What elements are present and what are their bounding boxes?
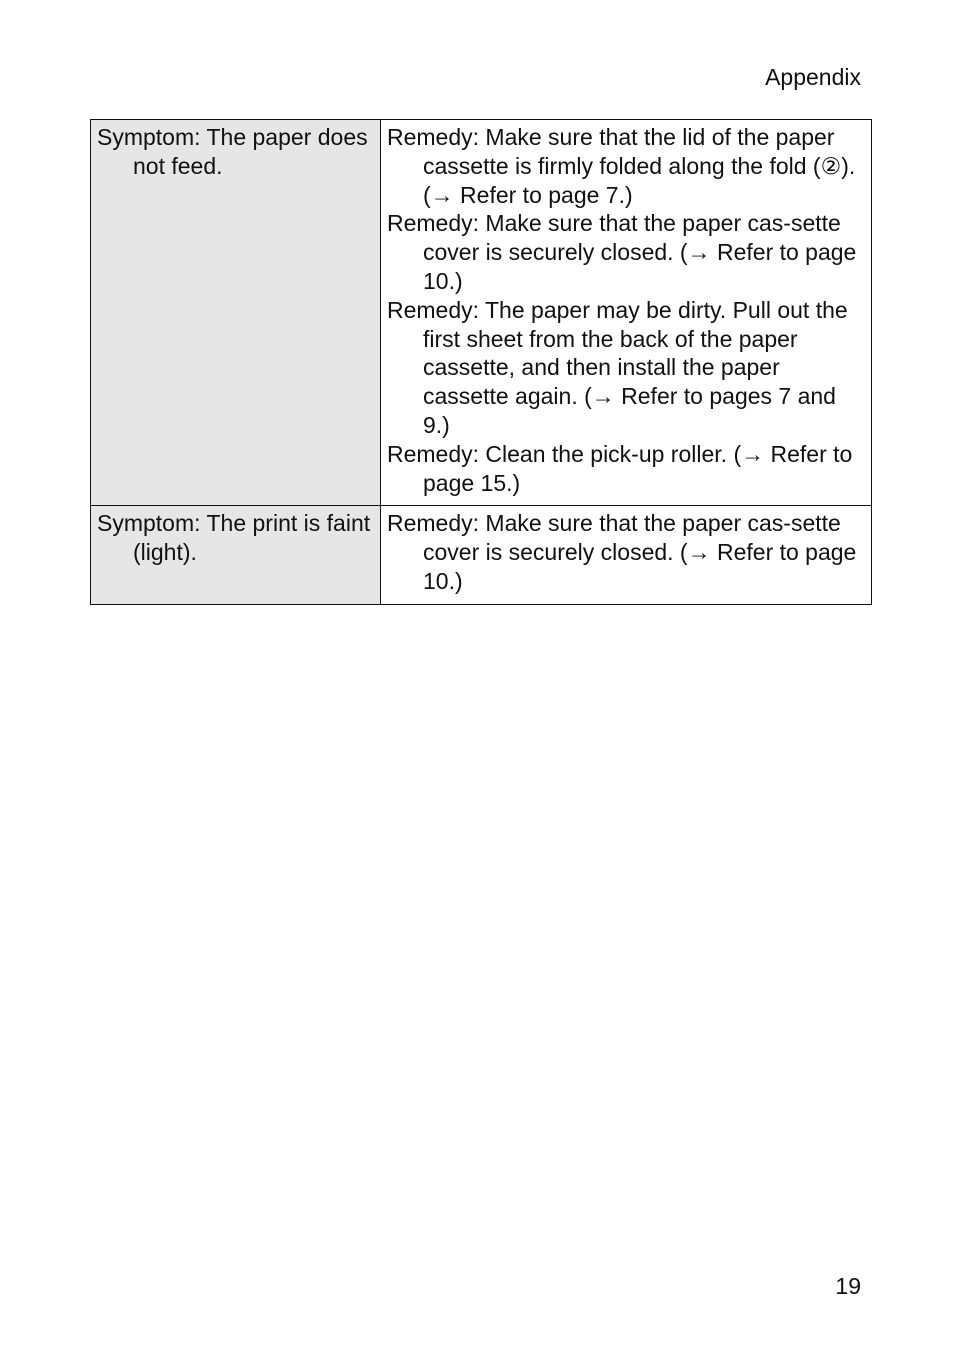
remedy-text: Remedy: The paper may be dirty. Pull out the first sheet from the back of the paper cassette, and then install the paper cassette again. (→ Refer to pages 7 and 9.) [387,296,848,438]
remedy-text: Remedy: Make sure that the lid of the paper cassette is firmly folded along the fold (②). (→ Refer to page 7.) [387,124,856,208]
symptom-cell [91,506,381,604]
symptom-text: Symptom: The print is faint (light). [97,510,371,566]
remedy-text: Remedy: Make sure that the paper cas-sette cover is securely closed. (→ Refer to page 10.) [387,510,857,594]
symptom-text: Symptom: The paper does not feed. [97,124,368,179]
symptom-cell [91,120,381,506]
remedy-text: Remedy: Make sure that the paper cas-sette cover is securely closed. (→ Refer to page 10.) [387,210,857,294]
remedies-cell [381,120,872,506]
remedy-text: Remedy: Clean the pick-up roller. (→ Refer to page 15.) [387,440,853,496]
section-header: Appendix [765,64,861,90]
page-number: 19 [835,1273,861,1299]
table-row [91,120,872,506]
table-row [91,506,872,604]
remedies-cell [381,506,872,604]
troubleshooting-table [90,119,872,605]
